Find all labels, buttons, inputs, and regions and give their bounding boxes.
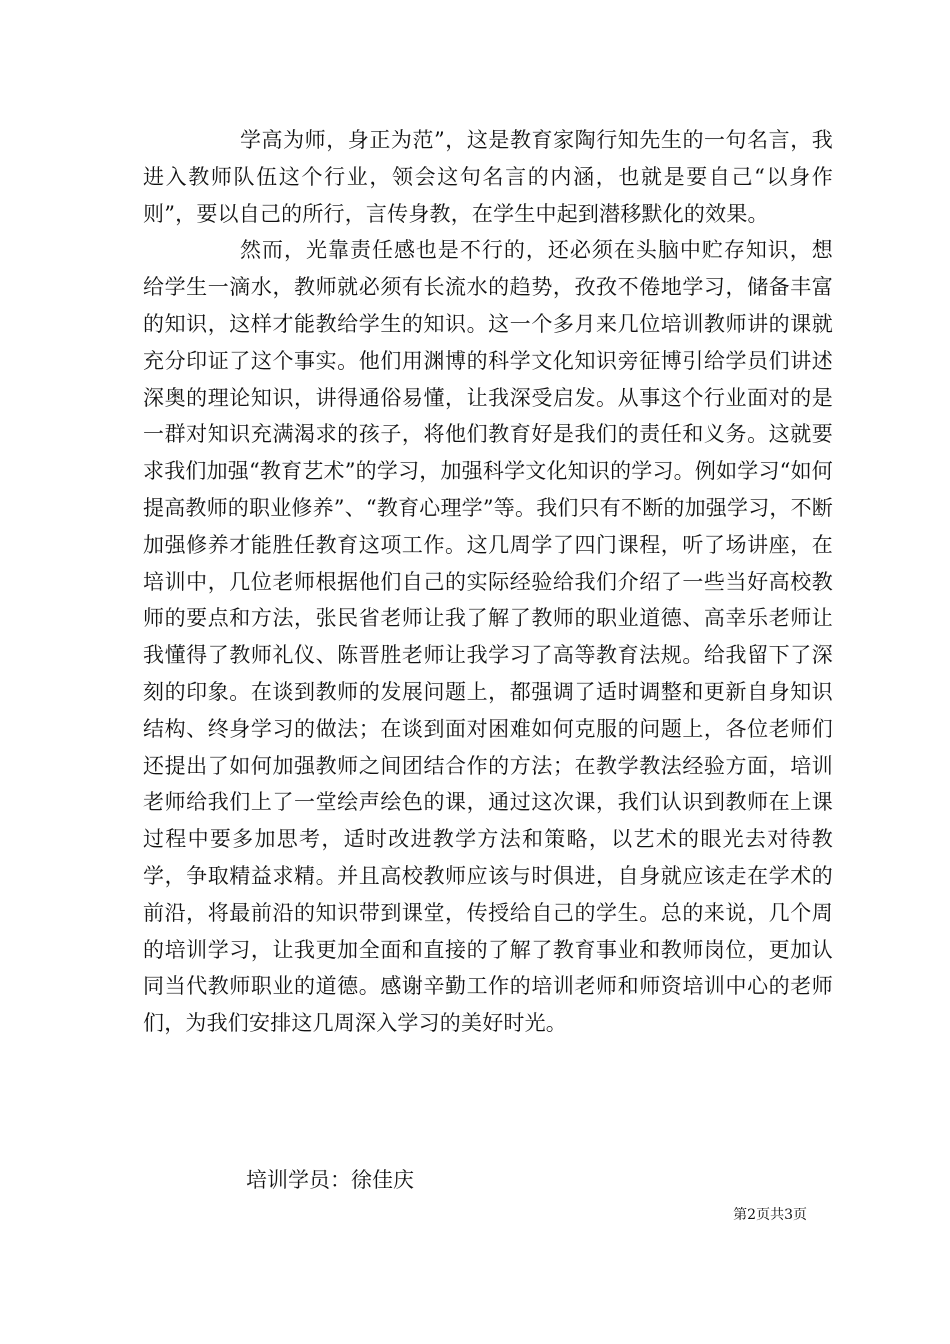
- signature-line: 培训学员：徐佳庆: [246, 1168, 414, 1192]
- paragraph-1: 学高为师，身正为范”，这是教育家陶行知先生的一句名言，我进入教师队伍这个行业，领会这句名言的内涵，也就是要自己“以身作则”，要以自己的所行，言传身教，在学生中起到潜移默化的效果。: [143, 128, 833, 226]
- paragraph-2: 然而，光靠责任感也是不行的，还必须在头脑中贮存知识，想给学生一滴水，教师就必须有长流水的趋势，孜孜不倦地学习，储备丰富的知识，这样才能教给学生的知识。这一个多月来几位培训教师讲的课就充分印证了这个事实。他们用渊博的科学文化知识旁征博引给学员们讲述深奥的理论知识，讲得通俗易懂，让我深受启发。从事这个行业面对的是一群对知识充满渴求的孩子，将他们教育好是我们的责任和义务。这就要求我们加强“教育艺术”的学习，加强科学文化知识的学习。例如学习“如何提高教师的职业修养”、“教育心理学”等。我们只有不断的加强学习，不断加强修养才能胜任教育这项工作。这几周学了四门课程，听了场讲座，在培训中，几位老师根据他们自己的实际经验给我们介绍了一些当好高校教师的要点和方法，张民省老师让我了解了教师的职业道德、高幸乐老师让我懂得了教师礼仪、陈晋胜老师让我学习了高等教育法规。给我留下了深刻的印象。在谈到教师的发展问题上，都强调了适时调整和更新自身知识结构、终身学习的做法；在谈到面对困难如何克服的问题上，各位老师们还提出了如何加强教师之间团结合作的方法；在教学教法经验方面，培训老师给我们上了一堂绘声绘色的课，通过这次课，我们认识到教师在上课过程中要多加思考，适时改进教学方法和策略，以艺术的眼光去对待教学，争取精益求精。并且高校教师应该与时俱进，自身就应该走在学术的前沿，将最前沿的知识带到课堂，传授给自己的学生。总的来说，几个周的培训学习，让我更加全面和直接的了解了教育事业和教师岗位，更加认同当代教师职业的道德。感谢辛勤工作的培训老师和师资培训中心的老师们，为我们安排这几周深入学习的美好时光。: [143, 238, 834, 1036]
- page-number: 第2页共3页: [733, 1207, 807, 1223]
- document-body: [143, 122, 833, 1042]
